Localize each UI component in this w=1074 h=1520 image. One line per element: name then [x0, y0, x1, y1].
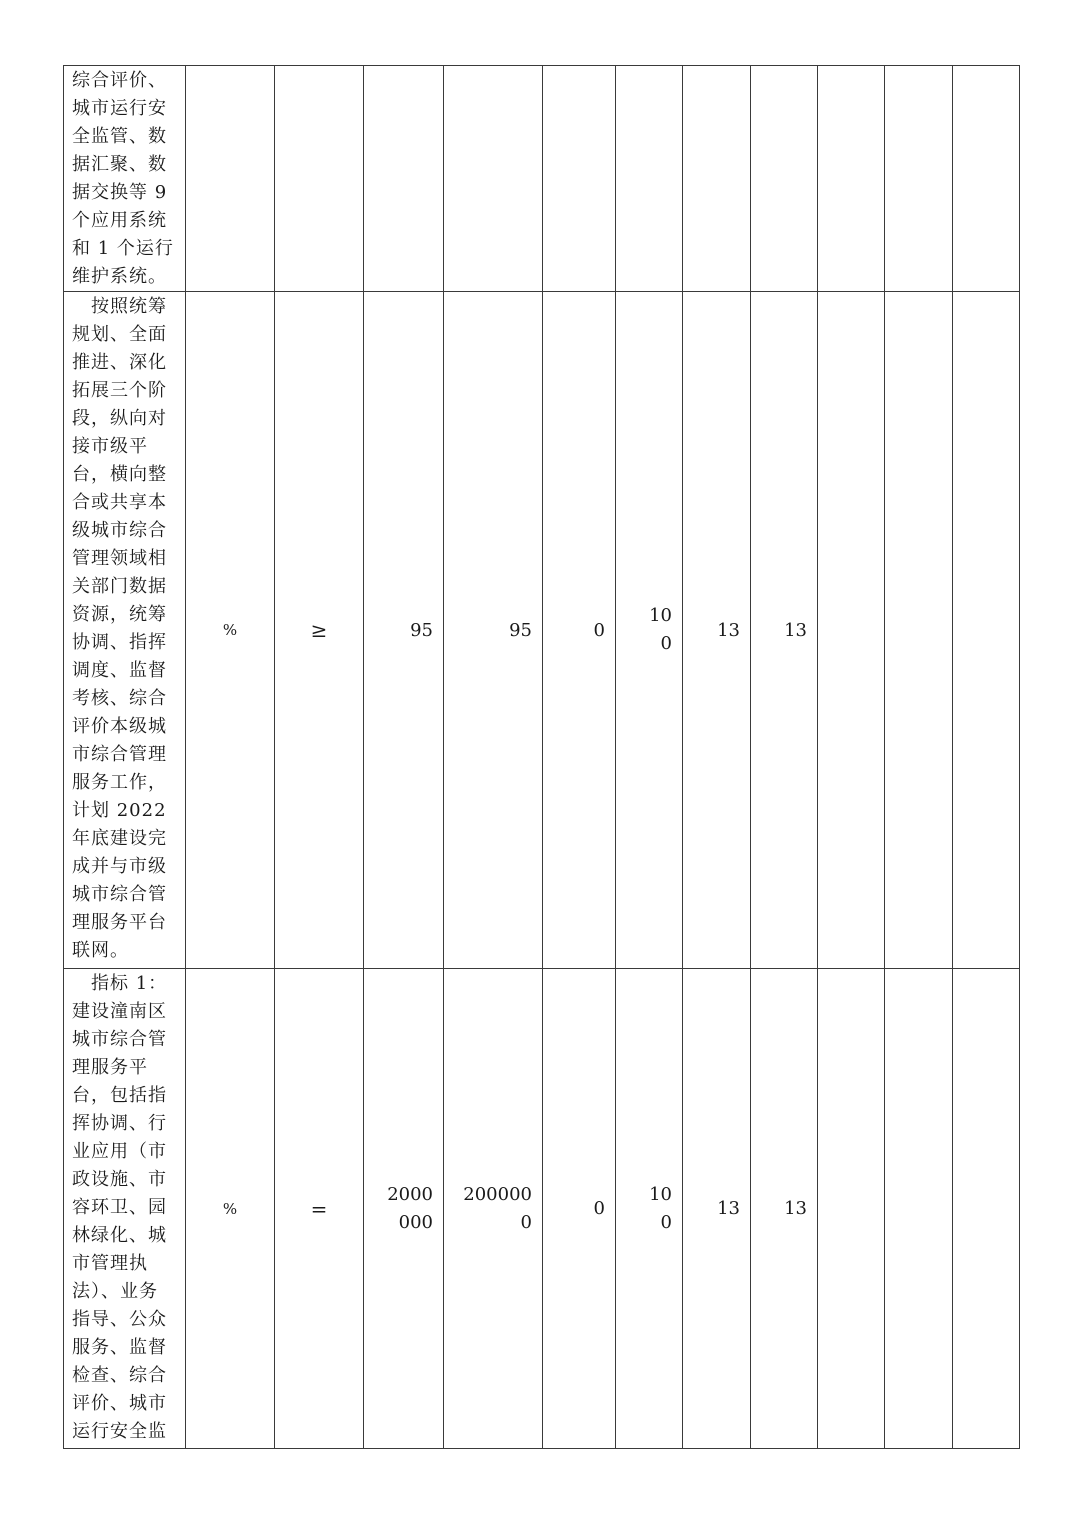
indicator-table [63, 65, 1020, 1449]
empty-cell [885, 292, 953, 969]
operator-cell [275, 66, 364, 292]
operator-cell: = [275, 969, 364, 1449]
actual-value-cell: 95 [444, 292, 543, 969]
weight-cell [616, 292, 683, 969]
weight-cell [616, 66, 683, 292]
target-line: 000 [398, 1211, 433, 1233]
empty-cell [953, 66, 1020, 292]
weight-line: 0 [660, 1211, 672, 1233]
empty-cell [953, 292, 1020, 969]
score-cell: 13 [751, 969, 818, 1449]
actual-value-cell [444, 66, 543, 292]
actual-line: 200000 [463, 1183, 532, 1205]
unit-cell [186, 66, 275, 292]
score-cell: 13 [751, 292, 818, 969]
deviation-cell: 0 [543, 969, 616, 1449]
weight-line: 10 [649, 1183, 672, 1205]
empty-cell [818, 292, 885, 969]
weight-cell [616, 969, 683, 1449]
empty-cell [818, 969, 885, 1449]
table-row [64, 292, 1020, 969]
actual-line: 0 [520, 1211, 532, 1233]
target-value-cell: 95 [364, 292, 444, 969]
empty-cell [953, 969, 1020, 1449]
score-cell [683, 66, 751, 292]
weight-line: 0 [660, 633, 672, 654]
score-cell: 13 [683, 969, 751, 1449]
empty-cell [818, 66, 885, 292]
indicator-description: 综合评价、 城市运行安 全监管、数 据汇聚、数 据交换等 9 个应用系统 和 1 个运行 维护系统。 [64, 66, 186, 292]
target-value-cell [364, 969, 444, 1449]
table-row [64, 66, 1020, 292]
empty-cell [885, 66, 953, 292]
table-row [64, 969, 1020, 1449]
indicator-description: 按照统筹 规划、全面 推进、深化 拓展三个阶 段，纵向对 接市级平 台，横向整 合或共享本 级城市综合 管理领域相 关部门数据 资源，统筹 协调、指挥 调度、监督 考核、综合 评价本级城 市综合管理 服务工作， 计划 2022 年底建设完 成并与市级 城市综合管 理服务平台 联网。 [64, 292, 186, 969]
deviation-cell [543, 66, 616, 292]
weight-line: 10 [649, 605, 672, 626]
score-cell: 13 [683, 292, 751, 969]
unit-cell: % [186, 969, 275, 1449]
target-value-cell [364, 66, 444, 292]
actual-value-cell [444, 969, 543, 1449]
operator-cell: ≥ [275, 292, 364, 969]
target-line: 2000 [387, 1183, 433, 1205]
indicator-description: 指标 1： 建设潼南区 城市综合管 理服务平 台，包括指 挥协调、行 业应用（市 政设施、市 容环卫、园 林绿化、城 市管理执 法）、业务 指导、公众 服务、监督 检查、综合 评价、城市 运行安全监 [64, 969, 186, 1449]
deviation-cell: 0 [543, 292, 616, 969]
empty-cell [885, 969, 953, 1449]
score-cell [751, 66, 818, 292]
unit-cell: % [186, 292, 275, 969]
